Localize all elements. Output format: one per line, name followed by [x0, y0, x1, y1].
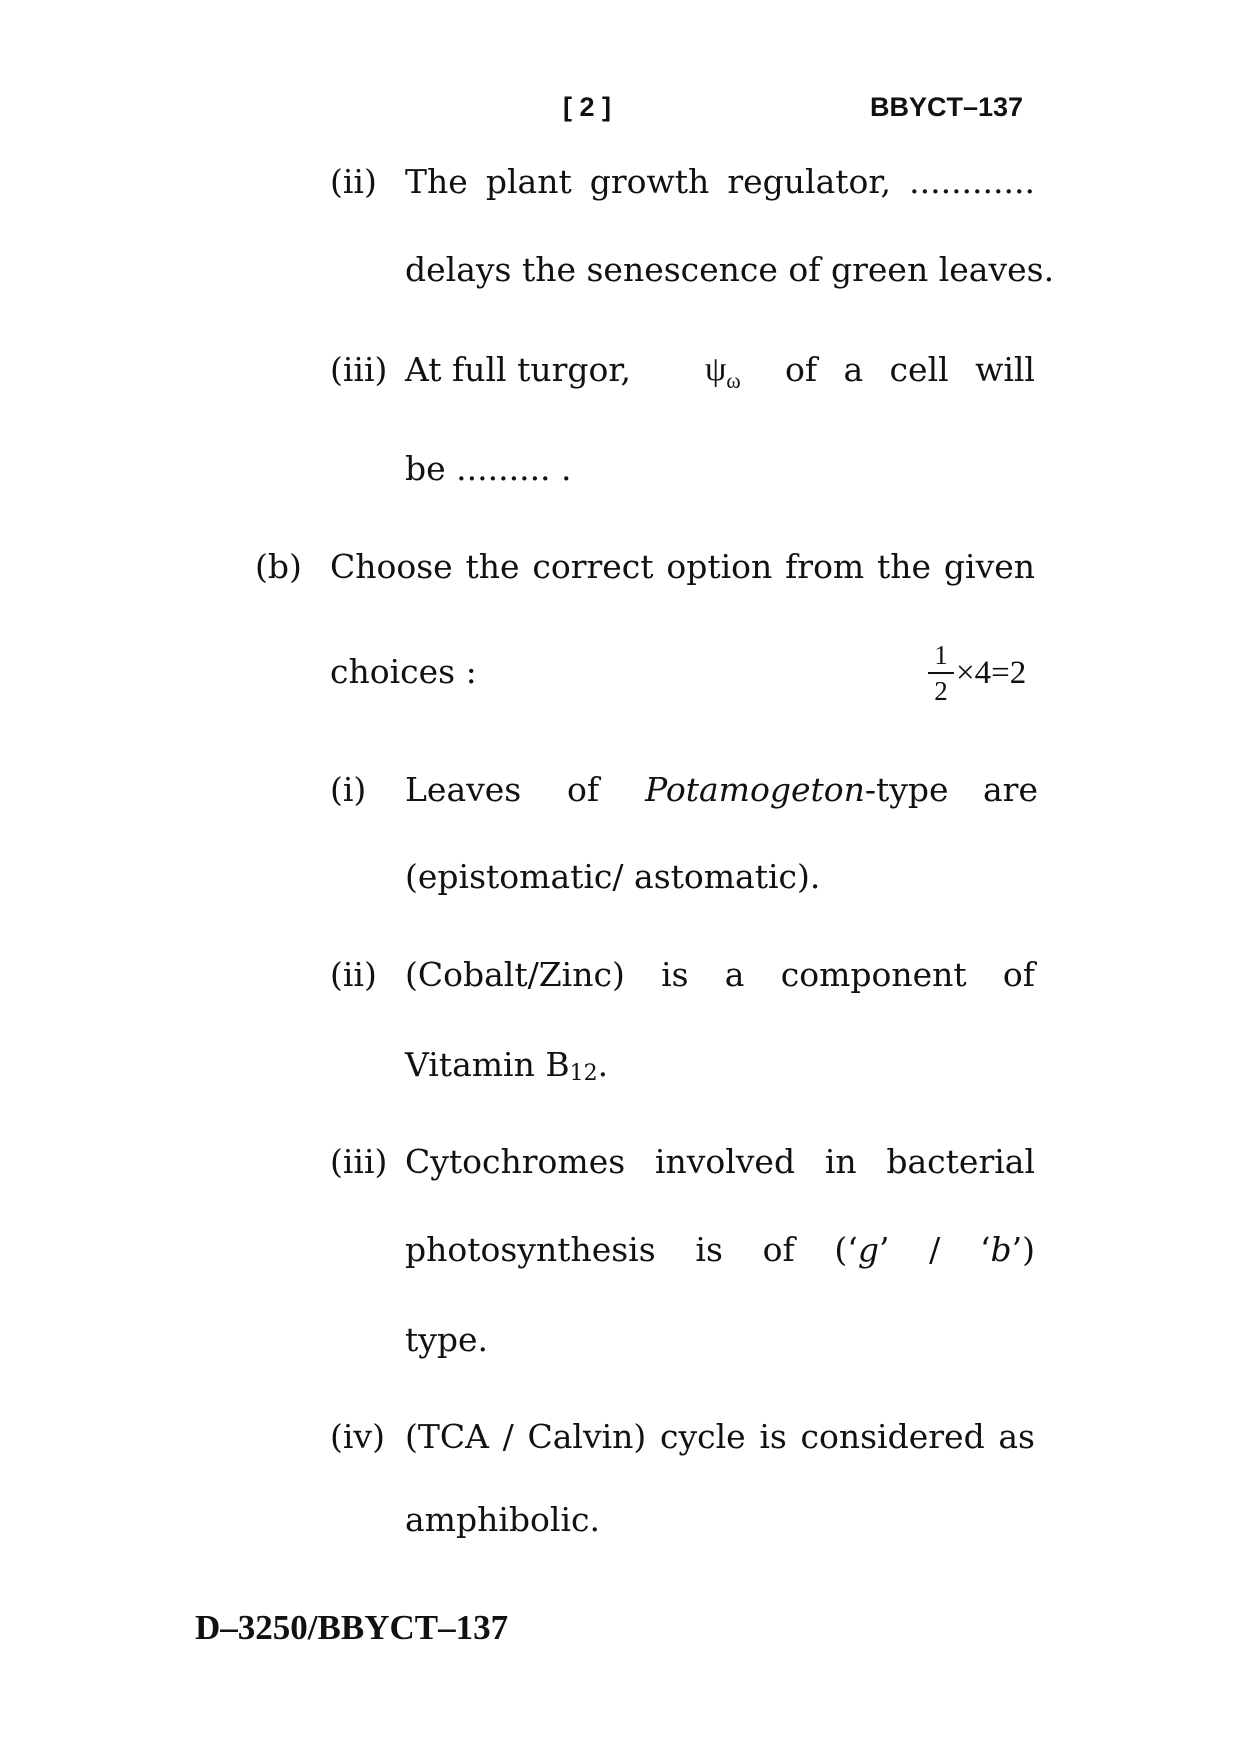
item-text: amphibolic.: [405, 1500, 600, 1539]
item-text: (Cobalt/Zinc) is a component of: [405, 955, 1035, 994]
footer-code: D–3250/BBYCT–137: [195, 1608, 509, 1647]
item-text: The plant growth regulator, ............: [405, 162, 1035, 201]
water-potential-symbol: $\psi_\omega$: [705, 351, 741, 393]
item-text: Cytochromes involved in bacterial: [405, 1142, 1035, 1181]
item-label: (iii): [330, 350, 388, 389]
marks-total: ×4=2: [956, 655, 1027, 691]
item-text: (epistomatic/ astomatic).: [405, 857, 821, 896]
item-text: are: [983, 770, 1038, 809]
paper-code: BBYCT–137: [870, 92, 1024, 122]
item-text: of a cell will: [785, 350, 1035, 389]
item-text: At full turgor,: [405, 350, 631, 389]
item-text: Leaves: [405, 770, 522, 809]
marks-fraction: 1 2: [926, 640, 956, 706]
item-text: Vitamin $B_{12}$.: [405, 1045, 609, 1086]
item-text: be ......... .: [405, 449, 572, 488]
question-text: Choose the correct option from the given: [330, 547, 1035, 586]
item-text: Potamogeton-type: [645, 770, 949, 809]
item-label: (iv): [330, 1417, 385, 1456]
item-text: photosynthesis is of (‘g’ / ‘b’): [405, 1230, 1035, 1269]
item-text: (TCA / Calvin) cycle is considered as: [405, 1417, 1035, 1456]
item-label: (i): [330, 770, 367, 809]
question-text: choices :: [330, 652, 477, 691]
page-number: [ 2 ]: [563, 92, 612, 122]
item-label: (iii): [330, 1142, 388, 1181]
question-label: (b): [255, 547, 302, 586]
item-text: delays the senescence of green leaves.: [405, 250, 1055, 289]
item-label: (ii): [330, 162, 377, 201]
item-text: of: [567, 770, 600, 809]
item-label: (ii): [330, 955, 377, 994]
item-text: type.: [405, 1320, 489, 1359]
